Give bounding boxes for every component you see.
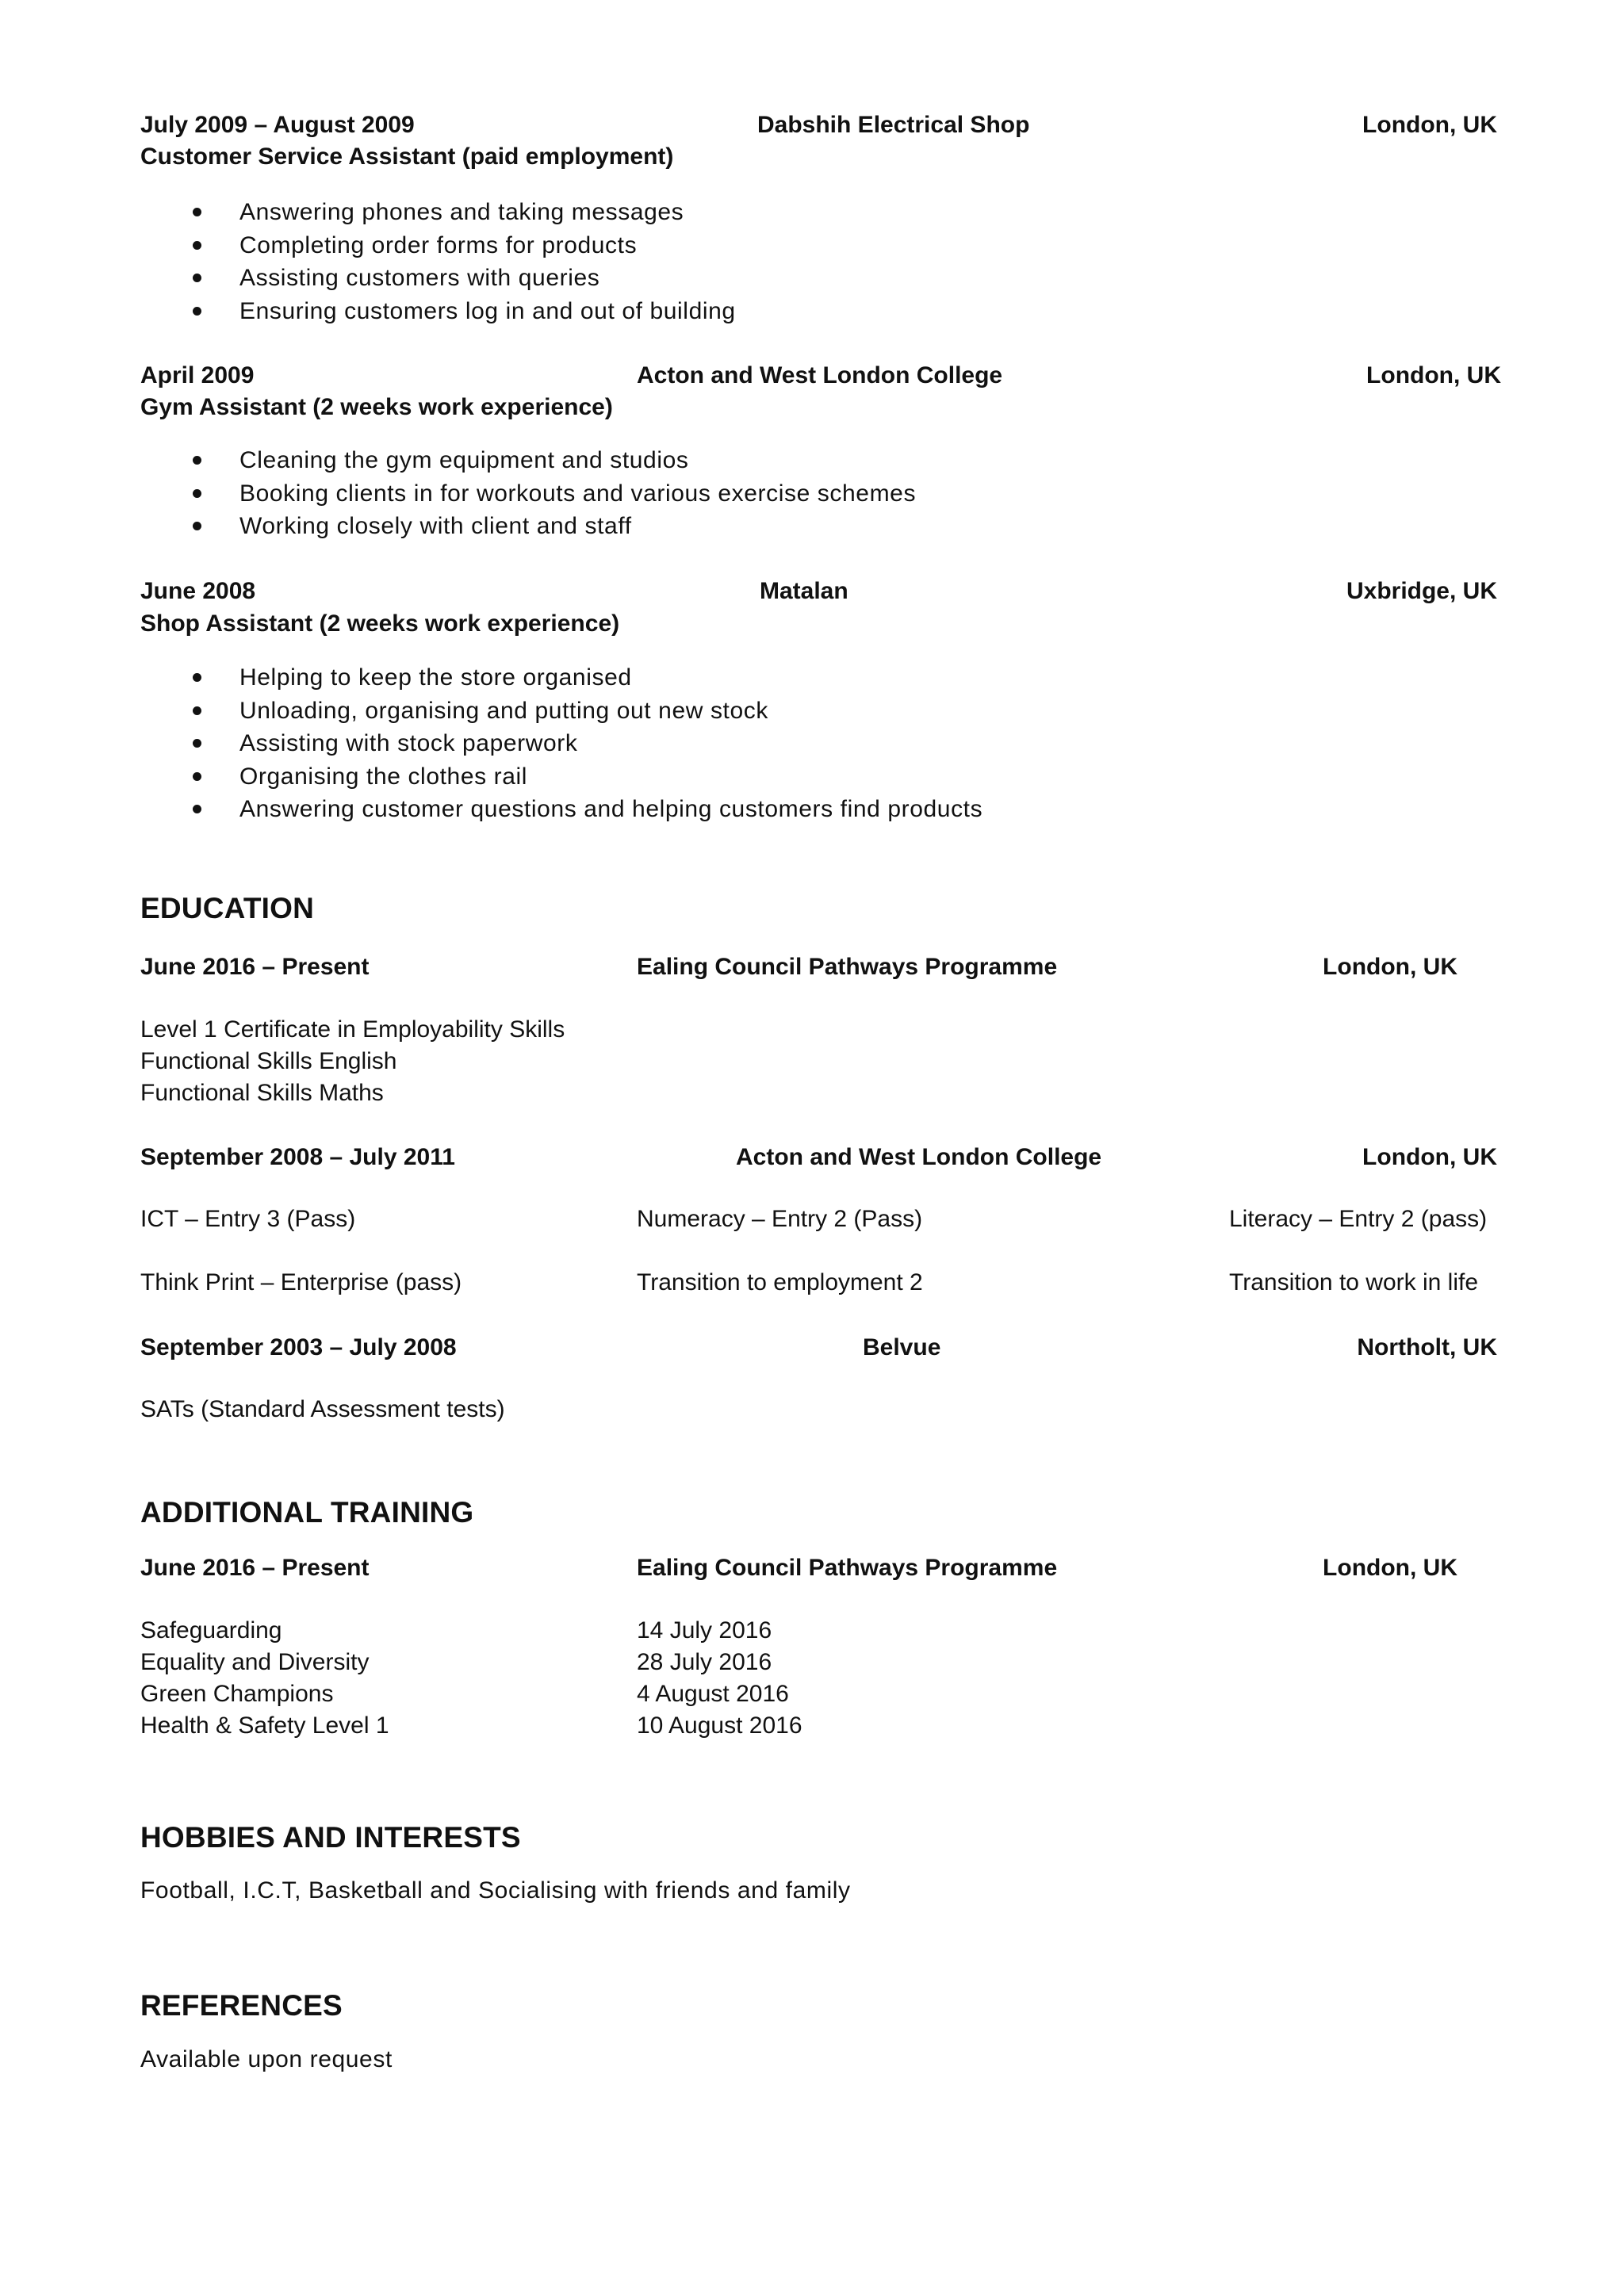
duty-item: Helping to keep the store organised: [239, 661, 982, 695]
edu-location: London, UK: [1323, 954, 1457, 980]
job-duties-list: [239, 661, 982, 826]
edu-date: June 2016 – Present: [140, 954, 370, 980]
training-heading: ADDITIONAL TRAINING: [140, 1496, 474, 1529]
edu-item: SATs (Standard Assessment tests): [140, 1396, 505, 1422]
edu-date: September 2008 – July 2011: [140, 1144, 455, 1170]
course-name: Health & Safety Level 1: [140, 1712, 389, 1739]
edu-item: Level 1 Certificate in Employability Skills: [140, 1016, 565, 1043]
duty-item: Completing order forms for products: [239, 229, 736, 262]
job-location: London, UK: [1362, 112, 1497, 138]
duty-item: Answering customer questions and helping customers find products: [239, 793, 982, 826]
course-date: 28 July 2016: [637, 1649, 772, 1675]
job-location: Uxbridge, UK: [1346, 578, 1497, 604]
duty-item: Unloading, organising and putting out new stock: [239, 695, 982, 728]
job-employer: Acton and West London College: [637, 362, 1003, 388]
job-role: Customer Service Assistant (paid employment): [140, 144, 674, 170]
training-date: June 2016 – Present: [140, 1555, 370, 1581]
duty-item: Answering phones and taking messages: [239, 196, 736, 229]
references-text: Available upon request: [140, 2046, 393, 2072]
edu-result: Think Print – Enterprise (pass): [140, 1269, 462, 1295]
edu-location: Northolt, UK: [1357, 1334, 1497, 1360]
edu-item: Functional Skills Maths: [140, 1080, 384, 1106]
edu-item: Functional Skills English: [140, 1048, 397, 1074]
education-heading: EDUCATION: [140, 892, 314, 924]
training-course-dates: [637, 1615, 802, 1742]
job-employer: Matalan: [760, 578, 848, 604]
duty-item: Assisting with stock paperwork: [239, 727, 982, 760]
references-heading: REFERENCES: [140, 1989, 343, 2022]
course-name: Equality and Diversity: [140, 1649, 370, 1675]
edu-date: September 2003 – July 2008: [140, 1334, 457, 1360]
job-date: July 2009 – August 2009: [140, 112, 415, 138]
duty-item: Assisting customers with queries: [239, 262, 736, 295]
edu-institution: Belvue: [863, 1334, 941, 1360]
edu-items: [140, 1014, 565, 1109]
duty-item: Booking clients in for workouts and various exercise schemes: [239, 477, 916, 511]
course-date: 10 August 2016: [637, 1712, 802, 1739]
hobbies-text: Football, I.C.T, Basketball and Socialising with friends and family: [140, 1877, 851, 1904]
training-location: London, UK: [1323, 1555, 1457, 1581]
duty-item: Cleaning the gym equipment and studios: [239, 444, 916, 477]
edu-result: ICT – Entry 3 (Pass): [140, 1206, 356, 1232]
duty-item: Ensuring customers log in and out of building: [239, 295, 736, 328]
course-name: Safeguarding: [140, 1617, 282, 1644]
training-course-names: [140, 1615, 389, 1742]
edu-result: Numeracy – Entry 2 (Pass): [637, 1206, 923, 1232]
job-role: Gym Assistant (2 weeks work experience): [140, 394, 613, 420]
course-date: 4 August 2016: [637, 1681, 789, 1707]
edu-location: London, UK: [1362, 1144, 1497, 1170]
duty-item: Working closely with client and staff: [239, 510, 916, 543]
edu-result: Transition to employment 2: [637, 1269, 923, 1295]
job-employer: Dabshih Electrical Shop: [757, 112, 1030, 138]
job-duties-list: [239, 196, 736, 327]
duty-item: Organising the clothes rail: [239, 760, 982, 794]
hobbies-heading: HOBBIES AND INTERESTS: [140, 1821, 521, 1854]
edu-institution: Ealing Council Pathways Programme: [637, 954, 1058, 980]
edu-result: Literacy – Entry 2 (pass): [1229, 1206, 1488, 1232]
edu-institution: Acton and West London College: [736, 1144, 1102, 1170]
job-duties-list: [239, 444, 916, 543]
job-location: London, UK: [1366, 362, 1501, 388]
course-name: Green Champions: [140, 1681, 334, 1707]
training-institution: Ealing Council Pathways Programme: [637, 1555, 1058, 1581]
course-date: 14 July 2016: [637, 1617, 772, 1644]
job-date: June 2008: [140, 578, 256, 604]
job-date: April 2009: [140, 362, 255, 388]
job-role: Shop Assistant (2 weeks work experience): [140, 610, 620, 637]
edu-result: Transition to work in life: [1229, 1269, 1479, 1295]
